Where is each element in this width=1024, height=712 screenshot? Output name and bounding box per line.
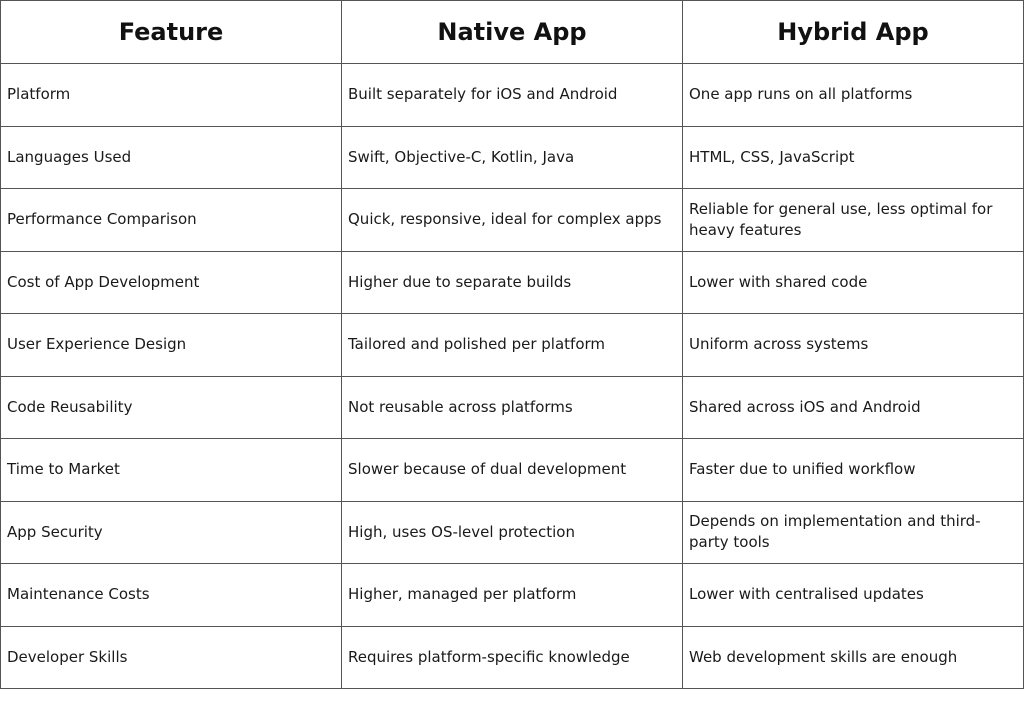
feature-cell: Performance Comparison xyxy=(1,189,342,252)
hybrid-cell: Web development skills are enough xyxy=(683,626,1024,689)
native-cell: Higher due to separate builds xyxy=(342,251,683,314)
hybrid-cell: Reliable for general use, less optimal for heavy features xyxy=(683,189,1024,252)
feature-cell: Maintenance Costs xyxy=(1,564,342,627)
table-row xyxy=(1,189,1024,252)
table-row xyxy=(1,314,1024,377)
table-body xyxy=(1,64,1024,689)
native-cell: Quick, responsive, ideal for complex apps xyxy=(342,189,683,252)
hybrid-cell: Faster due to unified workflow xyxy=(683,439,1024,502)
native-cell: Not reusable across platforms xyxy=(342,376,683,439)
feature-cell: Cost of App Development xyxy=(1,251,342,314)
table-row xyxy=(1,501,1024,564)
hybrid-cell: HTML, CSS, JavaScript xyxy=(683,126,1024,189)
native-cell: Slower because of dual development xyxy=(342,439,683,502)
native-cell: Requires platform-specific knowledge xyxy=(342,626,683,689)
feature-cell: Time to Market xyxy=(1,439,342,502)
table-row xyxy=(1,439,1024,502)
native-cell: Built separately for iOS and Android xyxy=(342,64,683,127)
table-header xyxy=(1,1,1024,64)
hybrid-cell: Shared across iOS and Android xyxy=(683,376,1024,439)
feature-cell: Languages Used xyxy=(1,126,342,189)
table-row xyxy=(1,376,1024,439)
table-row xyxy=(1,251,1024,314)
hybrid-cell: Depends on implementation and third-party tools xyxy=(683,501,1024,564)
hybrid-cell: One app runs on all platforms xyxy=(683,64,1024,127)
table-row xyxy=(1,64,1024,127)
feature-cell: User Experience Design xyxy=(1,314,342,377)
hybrid-cell: Lower with shared code xyxy=(683,251,1024,314)
hybrid-cell: Uniform across systems xyxy=(683,314,1024,377)
header-hybrid-app: Hybrid App xyxy=(683,1,1024,64)
native-cell: Higher, managed per platform xyxy=(342,564,683,627)
header-native-app: Native App xyxy=(342,1,683,64)
header-feature: Feature xyxy=(1,1,342,64)
native-cell: High, uses OS-level protection xyxy=(342,501,683,564)
feature-cell: Developer Skills xyxy=(1,626,342,689)
header-row xyxy=(1,1,1024,64)
hybrid-cell: Lower with centralised updates xyxy=(683,564,1024,627)
native-cell: Swift, Objective-C, Kotlin, Java xyxy=(342,126,683,189)
table-row xyxy=(1,564,1024,627)
feature-cell: Code Reusability xyxy=(1,376,342,439)
feature-cell: App Security xyxy=(1,501,342,564)
table-row xyxy=(1,126,1024,189)
table-row xyxy=(1,626,1024,689)
feature-cell: Platform xyxy=(1,64,342,127)
native-cell: Tailored and polished per platform xyxy=(342,314,683,377)
